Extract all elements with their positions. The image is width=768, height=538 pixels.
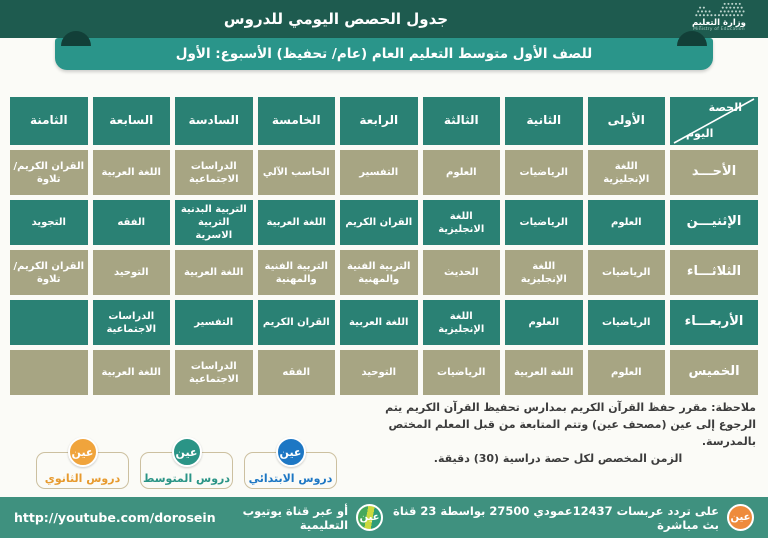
- subject-cell: اللغة العربية: [175, 250, 253, 295]
- period-header-5: الخامسة: [258, 97, 336, 145]
- subject-cell: الدراسات الاجتماعية: [175, 150, 253, 195]
- subject-cell: اللغة العربية: [340, 300, 418, 345]
- day-label-tuesday: الثلاثـــاء: [670, 250, 758, 295]
- period-header-3: الثالثة: [423, 97, 501, 145]
- satellite-text: على تردد عربسات 12437عمودي 27500 بواسطة 23 قناة بث مباشرة: [393, 503, 719, 532]
- header-band: [0, 0, 768, 38]
- subject-cell: اللغة الانجليزية: [423, 200, 501, 245]
- subject-cell: القران الكريم/ تلاوة: [10, 250, 88, 295]
- day-label-sunday: الأحـــد: [670, 150, 758, 195]
- notes-block: [360, 399, 756, 467]
- subject-cell: التربية الفنية والمهنية: [258, 250, 336, 295]
- subject-cell: العلوم: [588, 350, 666, 395]
- period-header-7: السابعة: [93, 97, 171, 145]
- corner-cell-period-day: [670, 97, 758, 145]
- subtitle-ribbon: للصف الأول متوسط التعليم العام (عام/ تحفيظ) الأسبوع: الأول: [55, 38, 713, 70]
- satellite-broadcast-info: [383, 504, 754, 532]
- badge-middle-lessons[interactable]: [140, 445, 233, 489]
- youtube-text: أو عبر قناة يوتيوب التعليمية: [242, 503, 349, 532]
- period-header-8: الثامنة: [10, 97, 88, 145]
- subject-cell-empty: [10, 300, 88, 345]
- ministry-name-arabic: وزارة التعليم: [692, 18, 746, 28]
- ain-logo-footer-stripes-icon: عين: [356, 504, 383, 531]
- day-label-thursday: الخميس: [670, 350, 758, 395]
- day-label-wednesday: الأربعـــاء: [670, 300, 758, 345]
- youtube-channel-info: [216, 504, 383, 532]
- ain-logo-footer-orange-icon: عين: [727, 504, 754, 531]
- timetable: [10, 97, 758, 395]
- subject-cell: اللغة العربية: [505, 350, 583, 395]
- subject-cell: الفقه: [258, 350, 336, 395]
- subject-cell: الحديث: [423, 250, 501, 295]
- ain-logo-orange-icon: عين: [68, 437, 98, 467]
- subject-cell: التفسير: [175, 300, 253, 345]
- subject-cell: اللغة العربية: [93, 150, 171, 195]
- subject-cell: العلوم: [423, 150, 501, 195]
- note-line-2: الزمن المخصص لكل حصة دراسية (30) دقيقة.: [433, 452, 683, 466]
- subject-cell: التجويد: [10, 200, 88, 245]
- period-header-4: الرابعة: [340, 97, 418, 145]
- subject-cell: العلوم: [505, 300, 583, 345]
- note-line-1: ملاحظة: مقرر حفظ القرآن الكريم بمدارس تحفيظ القرآن الكريم يتم الرجوع إلى عين (مصحف عين) وتتم المتابعة من قبل المعلم المختص بالمدرسة.: [385, 401, 756, 449]
- ministry-emblem-dots-icon: [690, 2, 748, 19]
- youtube-url-link[interactable]: http://youtube.com/dorosein: [14, 510, 216, 525]
- subject-cell: العلوم: [588, 200, 666, 245]
- subject-cell: الرياضيات: [588, 300, 666, 345]
- ain-level-badges: [36, 445, 337, 489]
- subject-cell-empty: [10, 350, 88, 395]
- subject-cell: الرياضيات: [505, 150, 583, 195]
- ain-logo-teal-icon: عين: [172, 437, 202, 467]
- subject-cell: اللغة الإنجليزية: [505, 250, 583, 295]
- subject-cell: اللغة الإنجليزية: [423, 300, 501, 345]
- badge-label: دروس المتوسط: [142, 472, 231, 485]
- page-title: جدول الحصص اليومي للدروس: [223, 10, 449, 28]
- subject-cell: الرياضيات: [423, 350, 501, 395]
- badge-label: دروس الابتدائي: [248, 472, 333, 485]
- badge-label: دروس الثانوي: [44, 472, 121, 485]
- subject-cell: الفقه: [93, 200, 171, 245]
- subject-cell: القران الكريم: [340, 200, 418, 245]
- subject-cell: اللغة الإنجليزية: [588, 150, 666, 195]
- subject-cell: التفسير: [340, 150, 418, 195]
- ministry-name-english: Ministry of Education: [693, 27, 745, 33]
- subject-cell: اللغة العربية: [93, 350, 171, 395]
- subject-cell: القران الكريم/ تلاوة: [10, 150, 88, 195]
- period-header-6: السادسة: [175, 97, 253, 145]
- subject-cell: التربية البدنية التربية الاسرية: [175, 200, 253, 245]
- badge-elementary-lessons[interactable]: [244, 445, 337, 489]
- subject-cell: التوحيد: [340, 350, 418, 395]
- subject-cell: التوحيد: [93, 250, 171, 295]
- corner-label-period: الحصة: [708, 101, 742, 114]
- subject-cell: اللغة العربية: [258, 200, 336, 245]
- day-label-monday: الإثنيـــن: [670, 200, 758, 245]
- subject-cell: الحاسب الآلي: [258, 150, 336, 195]
- footer-bar: [0, 497, 768, 538]
- ain-logo-blue-icon: عين: [276, 437, 306, 467]
- badge-secondary-lessons[interactable]: [36, 445, 129, 489]
- subject-cell: الدراسات الاجتماعية: [175, 350, 253, 395]
- subject-cell: القران الكريم: [258, 300, 336, 345]
- subject-cell: الدراسات الاجتماعية: [93, 300, 171, 345]
- period-header-1: الأولى: [588, 97, 666, 145]
- subject-cell: الرياضيات: [505, 200, 583, 245]
- subject-cell: الرياضيات: [588, 250, 666, 295]
- corner-label-day: اليوم: [686, 126, 714, 140]
- subject-cell: التربية الفنية والمهنية: [340, 250, 418, 295]
- period-header-2: الثانية: [505, 97, 583, 145]
